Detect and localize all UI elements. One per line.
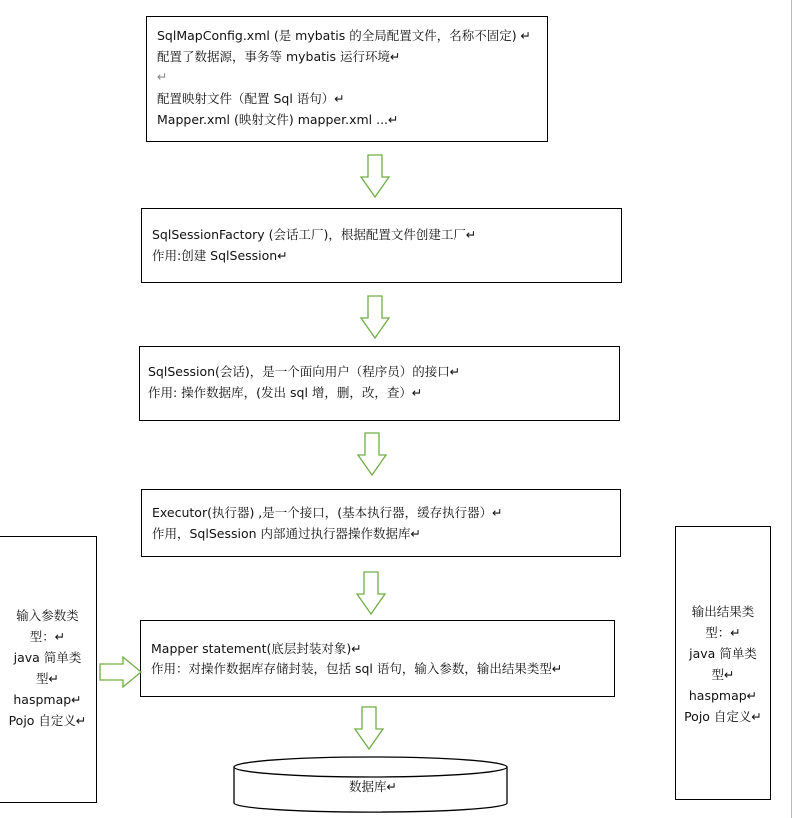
down-arrow-icon — [356, 432, 388, 477]
factory-line-2: 作用:创建 SqlSession↵ — [152, 248, 288, 263]
executor-box — [141, 489, 621, 557]
output-result-box — [675, 526, 771, 800]
input-params-box — [0, 536, 97, 803]
config-line-3: ↵ — [157, 69, 168, 84]
output-line: java 简单类 — [689, 646, 757, 661]
mapped-statement-box — [140, 620, 615, 697]
sqlmapconfig-box — [146, 16, 548, 142]
session-line-2: 作用: 操作数据库，(发出 sql 增，删，改，查）↵ — [148, 385, 423, 400]
down-arrow-icon — [353, 706, 385, 751]
output-line: 型↵ — [711, 667, 735, 682]
output-line: Pojo 自定义↵ — [684, 709, 762, 724]
executor-line-1: Executor(执行器) ,是一个接口，(基本执行器，缓存执行器）↵ — [152, 505, 503, 520]
input-line: haspmap↵ — [13, 692, 82, 707]
down-arrow-icon — [355, 571, 387, 616]
mapped-line-2: 作用：对操作数据库存储封装，包括 sql 语句，输入参数，输出结果类型↵ — [151, 661, 563, 676]
sqlsession-box — [139, 346, 620, 421]
input-line: 型↵ — [36, 671, 59, 686]
output-line: 输出结果类 — [691, 604, 755, 619]
mapped-line-1: Mapper statement(底层封装对象)↵ — [151, 641, 362, 656]
input-line: Pojo 自定义↵ — [8, 713, 87, 728]
session-line-1: SqlSession(会话)，是一个面向用户（程序员）的接口↵ — [148, 364, 461, 379]
database-label: 数据库↵ — [349, 779, 397, 794]
output-line: 型：↵ — [705, 625, 741, 640]
down-arrow-icon — [359, 154, 391, 199]
sqlsessionfactory-box — [141, 208, 622, 283]
config-line-5: Mapper.xml (映射文件) mapper.xml ...↵ — [157, 112, 399, 127]
input-line: 输入参数类 — [16, 608, 79, 623]
right-arrow-icon — [99, 655, 143, 689]
executor-line-2: 作用，SqlSession 内部通过执行器操作数据库↵ — [152, 526, 421, 541]
input-line: 型：↵ — [29, 629, 66, 644]
config-line-4: 配置映射文件（配置 Sql 语句）↵ — [157, 91, 345, 106]
input-line: java 简单类 — [13, 650, 82, 665]
output-result-text — [676, 601, 770, 727]
page-edge — [791, 0, 792, 818]
down-arrow-icon — [359, 295, 391, 340]
factory-line-1: SqlSessionFactory (会话工厂)，根据配置文件创建工厂↵ — [152, 227, 477, 242]
config-line-1: SqlMapConfig.xml (是 mybatis 的全局配置文件，名称不固定) ↵ — [157, 28, 532, 43]
config-line-2: 配置了数据源，事务等 mybatis 运行环境↵ — [157, 49, 401, 64]
output-line: haspmap↵ — [688, 688, 758, 703]
input-params-text — [0, 605, 96, 731]
